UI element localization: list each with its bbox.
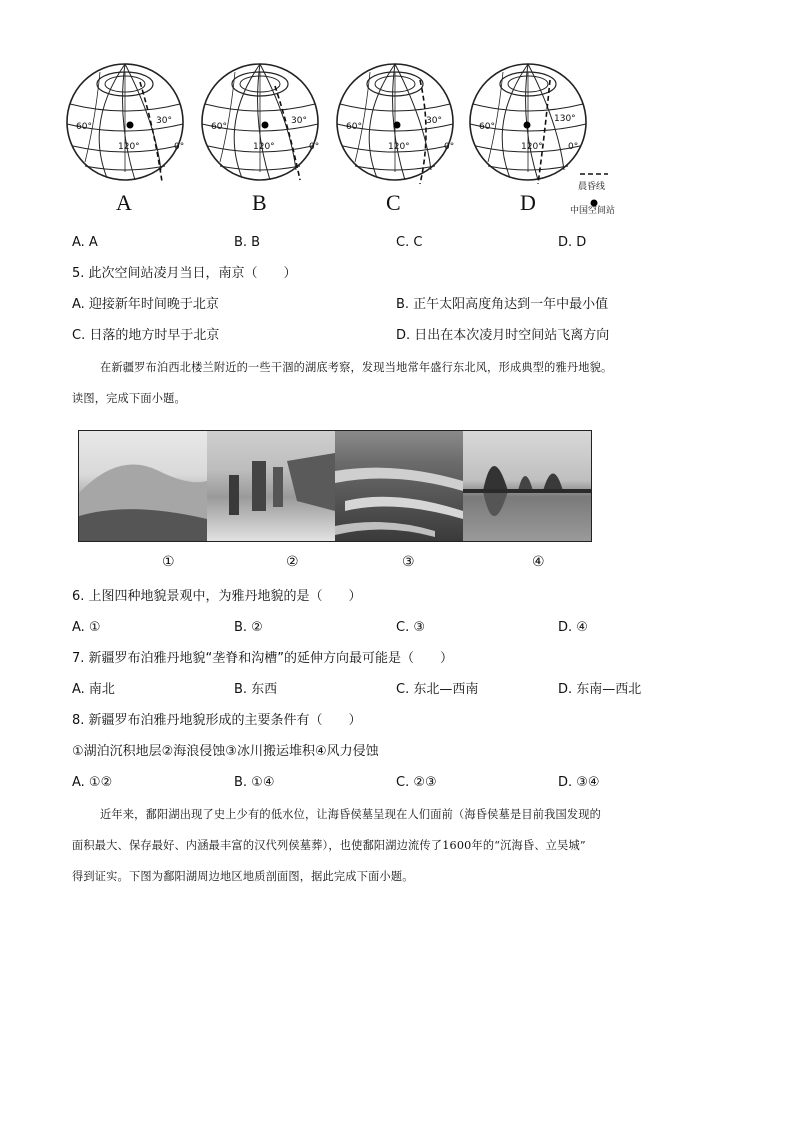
passage2-line2: 面积最大、保存最好、内涵最丰富的汉代列侯墓葬），也使鄱阳湖边流传了1600年的“沉海昏、立吴城” bbox=[72, 839, 586, 852]
q7-option-d: D. 东南—西北 bbox=[558, 682, 642, 697]
q7-stem: 7. 新疆罗布泊雅丹地貌“垄脊和沟槽”的延伸方向最可能是（ ） bbox=[72, 651, 454, 666]
photo-label-4: ④ bbox=[532, 554, 545, 570]
legend-station: 中国空间站 bbox=[570, 206, 616, 216]
passage1-line2: 读图，完成下面小题。 bbox=[72, 392, 186, 405]
lon-label: 120° bbox=[388, 142, 410, 152]
photo-2-sea-stacks bbox=[207, 431, 335, 541]
q6-option-a: A. ① bbox=[72, 620, 101, 635]
lat-label: 30° bbox=[426, 116, 442, 126]
q5-option-b: B. 正午太阳高度角达到一年中最小值 bbox=[396, 297, 609, 312]
photo-label-3: ③ bbox=[402, 554, 415, 570]
lon-label: 120° bbox=[521, 142, 543, 152]
q8-option-a: A. ①② bbox=[72, 775, 113, 790]
landform-photos bbox=[78, 430, 592, 542]
photo-1-desert bbox=[79, 431, 207, 541]
lon-label: 60° bbox=[479, 122, 495, 132]
lat-label: 0° bbox=[444, 142, 455, 152]
lon-label: 60° bbox=[211, 122, 227, 132]
q7-option-c: C. 东北—西南 bbox=[396, 682, 479, 697]
photo-label-2: ② bbox=[286, 554, 299, 570]
globe-label-c: C bbox=[386, 190, 401, 215]
photo-4-karst bbox=[463, 431, 591, 541]
lon-label: 60° bbox=[76, 122, 92, 132]
q8-option-d: D. ③④ bbox=[558, 775, 600, 790]
lon-label: 120° bbox=[253, 142, 275, 152]
q6-option-d: D. ④ bbox=[558, 620, 588, 635]
q6-option-c: C. ③ bbox=[396, 620, 425, 635]
q7-option-a: A. 南北 bbox=[72, 682, 115, 697]
lon-label: 60° bbox=[346, 122, 362, 132]
q5-stem: 5. 此次空间站凌月当日，南京（ ） bbox=[72, 266, 297, 281]
q5-option-d: D. 日出在本次凌月时空间站飞离方向 bbox=[396, 328, 610, 343]
photo-label-1: ① bbox=[162, 554, 175, 570]
lat-label: 0° bbox=[174, 142, 185, 152]
q8-option-c: C. ②③ bbox=[396, 775, 437, 790]
lat-label: 30° bbox=[156, 116, 172, 126]
passage1-line1: 在新疆罗布泊西北楼兰附近的一些干涸的湖底考察，发现当地常年盛行东北风，形成典型的雅丹地貌。 bbox=[100, 361, 613, 374]
q7-option-b: B. 东西 bbox=[234, 682, 278, 697]
lat-label: 130° bbox=[554, 114, 576, 124]
q4-option-b: B. B bbox=[234, 235, 261, 250]
q4-option-d: D. D bbox=[558, 235, 587, 250]
q8-stem: 8. 新疆罗布泊雅丹地貌形成的主要条件有（ ） bbox=[72, 713, 362, 728]
globe-label-d: D bbox=[520, 190, 536, 215]
lon-label: 120° bbox=[118, 142, 140, 152]
q4-option-a: A. A bbox=[72, 235, 98, 250]
lat-label: 30° bbox=[291, 116, 307, 126]
passage2-line1: 近年来，鄱阳湖出现了史上少有的低水位，让海昏侯墓呈现在人们面前（海昏侯墓是目前我国发现的 bbox=[100, 808, 602, 821]
q6-stem: 6. 上图四种地貌景观中，为雅丹地貌的是（ ） bbox=[72, 589, 362, 604]
globe-figure bbox=[60, 62, 660, 222]
photo-3-yardang bbox=[335, 431, 463, 541]
lat-label: 0° bbox=[568, 142, 579, 152]
globe-label-b: B bbox=[252, 190, 267, 215]
q8-option-b: B. ①④ bbox=[234, 775, 275, 790]
globe-label-a: A bbox=[116, 190, 132, 215]
q5-option-a: A. 迎接新年时间晚于北京 bbox=[72, 297, 219, 312]
passage2-line3: 得到证实。下图为鄱阳湖周边地区地质剖面图，据此完成下面小题。 bbox=[72, 870, 414, 883]
lat-label: 0° bbox=[309, 142, 320, 152]
legend-terminator: 晨昏线 bbox=[578, 182, 606, 192]
q5-option-c: C. 日落的地方时早于北京 bbox=[72, 328, 220, 343]
q8-items: ①湖泊沉积地层②海浪侵蚀③冰川搬运堆积④风力侵蚀 bbox=[72, 744, 379, 759]
q6-option-b: B. ② bbox=[234, 620, 263, 635]
q4-option-c: C. C bbox=[396, 235, 423, 250]
